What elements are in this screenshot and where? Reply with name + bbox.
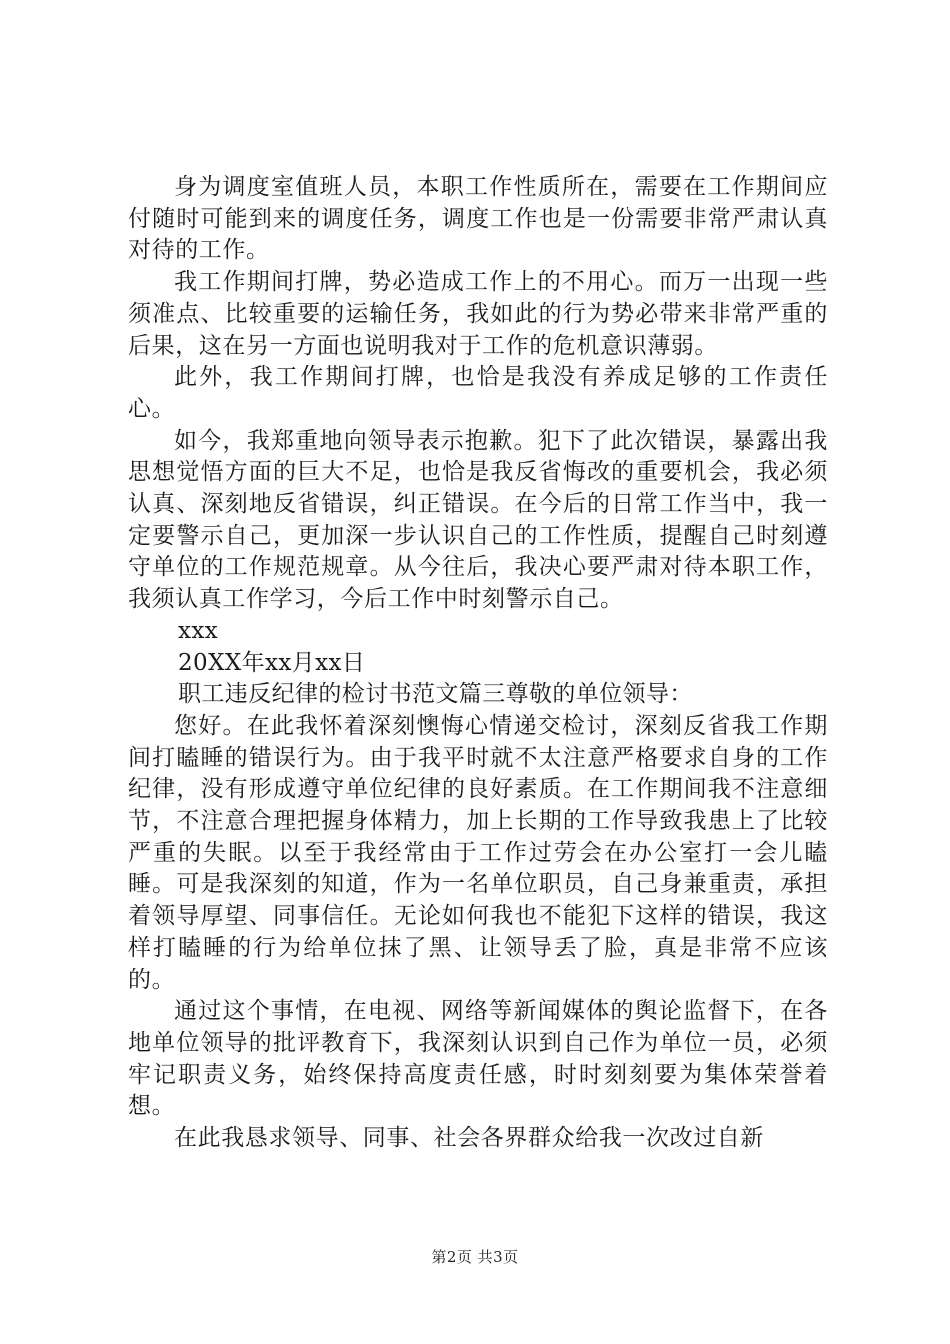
paragraph: 您好。在此我怀着深刻懊悔心情递交检讨，深刻反省我工作期间打瞌睡的错误行为。由于我平时就不太注意严格要求自身的工作纪律，没有形成遵守单位纪律的良好素质。在工作期间我不注意细节，不注意合理把握身体精力，加上长期的工作导致我患上了比较严重的失眠。以至于我经常由于工作过劳会在办公室打一会儿瞌睡。可是我深刻的知道，作为一名单位职员，自己身兼重责，承担着领导厚望、同事信任。无论如何我也不能犯下这样的错误，我这样打瞌睡的行为给单位抹了黑、让领导丢了脸，真是非常不应该的。 <box>128 712 828 993</box>
paragraph: 通过这个事情，在电视、网络等新闻媒体的舆论监督下，在各地单位领导的批评教育下，我深刻认识到自己作为单位一员，必须牢记职责义务，始终保持高度责任感，时时刻刻要为集体荣誉着想。 <box>128 998 828 1120</box>
date: 20XX年xx月xx日 <box>178 649 366 676</box>
paragraph: 在此我恳求领导、同事、社会各界群众给我一次改过自新 <box>174 1125 764 1152</box>
paragraph: 如今，我郑重地向领导表示抱歉。犯下了此次错误，暴露出我思想觉悟方面的巨大不足，也恰是我反省悔改的重要机会，我必须认真、深刻地反省错误，纠正错误。在今后的日常工作当中，我一定要警示自己，更加深一步认识自己的工作性质，提醒自己时刻遵守单位的工作规范规章。从今往后，我决心要严肃对待本职工作，我须认真工作学习，今后工作中时刻警示自己。 <box>128 427 828 613</box>
signature: xxx <box>178 617 219 644</box>
section-heading: 职工违反纪律的检讨书范文篇三尊敬的单位领导： <box>178 681 693 708</box>
paragraph: 身为调度室值班人员，本职工作性质所在，需要在工作期间应付随时可能到来的调度任务，调度工作也是一份需要非常严肃认真对待的工作。 <box>128 174 828 264</box>
paragraph: 此外，我工作期间打牌，也恰是我没有养成足够的工作责任心。 <box>128 364 828 422</box>
document-body <box>128 172 828 1155</box>
page-number: 第2页 共3页 <box>431 1248 519 1266</box>
paragraph: 我工作期间打牌，势必造成工作上的不用心。而万一出现一些须准点、比较重要的运输任务，我如此的行为势必带来非常严重的后果，这在另一方面也说明我对于工作的危机意识薄弱。 <box>128 269 828 359</box>
